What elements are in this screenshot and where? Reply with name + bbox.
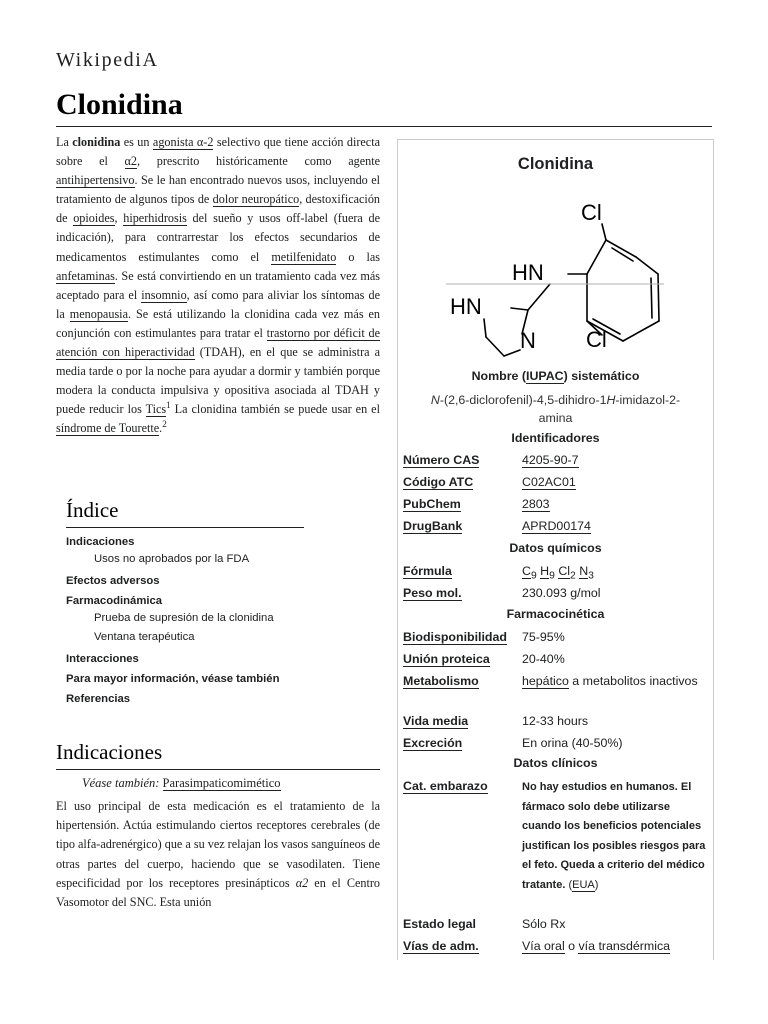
toc-item-efectos-adversos[interactable]: Efectos adversos	[66, 575, 160, 587]
reference-2[interactable]: 2	[162, 419, 167, 430]
section-datos-clinicos: Datos clínicos	[513, 756, 598, 770]
value-biodisponibilidad: 75-95%	[522, 630, 565, 644]
link-iupac[interactable]: IUPAC	[526, 369, 564, 383]
atom-label-hn-amine: HN	[512, 260, 544, 285]
value-cat-embarazo: No hay estudios en humanos. El fármaco solo debe utilizarse cuando los beneficios potenciales justifican los posibles riesgos para el feto. Queda a criterio del médico tratante. (EUA)	[522, 781, 706, 891]
link-anfetaminas[interactable]: anfetaminas	[56, 268, 115, 283]
bond	[504, 350, 520, 356]
link-tics[interactable]: Tics	[145, 402, 167, 417]
link-metilfenidato[interactable]: metilfenidato	[271, 249, 337, 264]
toc-heading: Índice	[66, 498, 119, 522]
bond	[528, 284, 550, 310]
bond	[623, 321, 659, 341]
link-via-oral[interactable]: Vía oral	[522, 939, 565, 953]
link-hepatico[interactable]: hepático	[522, 674, 569, 688]
link-hiperhidrosis[interactable]: hiperhidrosis	[123, 211, 187, 226]
link-antihipertensivo[interactable]: antihipertensivo	[56, 173, 135, 188]
toc-subitem-ventana-terapeutica[interactable]: Ventana terapéutica	[94, 631, 195, 643]
link-alfa2[interactable]: α2	[124, 154, 138, 169]
link-drugbank[interactable]: APRD00174	[522, 519, 591, 533]
toc-item-mayor-informacion[interactable]: Para mayor información, véase también	[66, 673, 280, 685]
bond	[658, 274, 659, 321]
infobox-title: Clonidina	[517, 155, 594, 173]
atom-label-hn-ring: HN	[450, 294, 482, 319]
section-heading-indicaciones: Indicaciones	[56, 740, 163, 764]
see-also-label: Véase también:	[82, 776, 160, 790]
table-of-contents	[66, 496, 306, 707]
see-also-note	[82, 774, 281, 792]
label-peso-mol[interactable]: Peso mol.	[403, 586, 462, 600]
link-insomnio[interactable]: insomnio	[141, 287, 187, 302]
link-atc-code[interactable]: C02AC01	[522, 475, 576, 489]
drug-infobox	[397, 139, 714, 960]
bond	[486, 337, 504, 356]
label-numero-cas[interactable]: Número CAS	[403, 453, 480, 467]
toc-item-indicaciones[interactable]: Indicaciones	[66, 536, 135, 548]
link-eua[interactable]: EUA	[572, 878, 595, 891]
page-title: Clonidina	[56, 88, 183, 121]
bond	[587, 240, 606, 274]
value-union-proteica: 20-40%	[522, 652, 565, 666]
value-vias-adm: Vía oral o vía transdérmica	[522, 939, 671, 953]
bond	[484, 319, 486, 337]
atom-label-chlorine-bottom: Cl	[586, 327, 607, 352]
label-estado-legal: Estado legal	[403, 917, 476, 931]
value-estado-legal: Sólo Rx	[522, 917, 566, 931]
indicaciones-paragraph: El uso principal de esta medicación es el tratamiento de la hipertensión. Actúa estimulando ciertos receptores cerebrales (de tipo alfa-adrenérgico) que a su vez relajan los vasos sanguíneos de otras partes del cuerpo, haciendo que se vasodilaten. Tiene especificidad por los receptores presinápticos α2 en el Centro Vasomotor del SNC. Esta unión	[56, 799, 380, 910]
toc-subitem-prueba-supresion[interactable]: Prueba de supresión de la clonidina	[94, 612, 274, 624]
link-tdah[interactable]: trastorno por déficit de atención con hiperactividad	[56, 325, 380, 360]
toc-item-interacciones[interactable]: Interacciones	[66, 653, 139, 665]
iupac-name: N-(2,6-diclorofenil)-4,5-dihidro-1H-imidazol-2- amina	[430, 393, 681, 425]
intro-paragraph: La clonidina es un agonista α-2 selectivo que tiene acción directa sobre el α2, prescrito históricamente como agente antihipertensivo. Se le han encontrado nuevos usos, incluyendo el tratamiento de algunos tipos de dolor neuropático, destoxificación de opioides, hiperhidrosis del sueño y usos off-label (fuera de indicación), para contrarrestar los efectos secundarios de medicamentos estimulantes como el metilfenidato o las anfetaminas. Se está convirtiendo en un tratamiento cada vez más aceptado para el insomnio, así como para aliviar los síntomas de la menopausia. Se está utilizando la clonidina cada vez más en conjunción con estimulantes para tratar el trastorno por déficit de atención con hiperactividad (TDAH), en el que se administra a media tarde o por la noche para ayudar a dormir y también porque modera la conducta impulsiva y opositiva asociada al TDAH y puede reducir los Tics$^1$ La clonidina también se puede usar en el síndrome de Tourette.$^2$	[56, 135, 381, 436]
logo-wordmark-end: A	[142, 49, 159, 71]
label-codigo-atc[interactable]: Código ATC	[403, 475, 474, 489]
section-datos-quimicos: Datos químicos	[509, 541, 602, 555]
link-cas-number[interactable]: 4205-90-7	[522, 453, 579, 467]
link-pubchem[interactable]: 2803	[522, 497, 550, 511]
link-via-transdermica[interactable]: vía transdérmica	[578, 939, 671, 953]
link-parasimpaticomimetico[interactable]: Parasimpaticomimético	[162, 776, 281, 790]
value-metabolismo: hepático a metabolitos inactivos	[522, 674, 698, 688]
bold-term: clonidina	[72, 135, 121, 149]
label-formula[interactable]: Fórmula	[403, 564, 452, 578]
toc-divider	[66, 527, 304, 528]
label-vias-adm[interactable]: Vías de adm.	[403, 939, 479, 953]
toc-subitem-usos-no-aprobados[interactable]: Usos no aprobados por la FDA	[94, 553, 250, 565]
value-excrecion: En orina (40-50%)	[522, 736, 623, 750]
link-agonista-alfa2[interactable]: agonista α-2	[152, 135, 214, 149]
link-sindrome-tourette[interactable]: síndrome de Tourette	[56, 421, 160, 436]
toc-item-referencias[interactable]: Referencias	[66, 693, 131, 705]
section-identificadores: Identificadores	[511, 431, 600, 445]
bond	[511, 308, 528, 310]
atom-label-chlorine-top: Cl	[581, 200, 602, 225]
value-peso-mol: 230.093 g/mol	[522, 586, 601, 600]
bond	[602, 224, 606, 240]
label-pubchem[interactable]: PubChem	[403, 497, 461, 511]
link-opioides[interactable]: opioides	[73, 211, 115, 226]
logo-wordmark: Wikipedi	[56, 49, 143, 71]
link-dolor-neuropatico[interactable]: dolor neuropático	[212, 192, 300, 207]
section-farmacocinetica: Farmacocinética	[506, 607, 605, 621]
iupac-heading: Nombre (IUPAC) sistemático	[471, 369, 640, 383]
value-vida-media: 12-33 hours	[522, 714, 589, 728]
link-menopausia[interactable]: menopausia	[69, 306, 128, 321]
label-drugbank[interactable]: DrugBank	[403, 519, 463, 533]
reference-1[interactable]: 1	[166, 400, 171, 411]
molecular-formula: $C_9$ $H_9$ $Cl_2$ $N_3$	[522, 564, 594, 582]
atom-label-n-ring: N	[520, 328, 536, 353]
label-vida-media[interactable]: Vida media	[403, 714, 469, 728]
title-divider	[56, 126, 712, 127]
label-union-proteica[interactable]: Unión proteica	[403, 652, 490, 666]
bond	[636, 257, 658, 274]
label-metabolismo[interactable]: Metabolismo	[403, 674, 479, 688]
label-cat-embarazo[interactable]: Cat. embarazo	[403, 779, 488, 793]
label-excrecion[interactable]: Excreción	[403, 736, 463, 750]
chemical-structure-image	[442, 190, 672, 360]
toc-item-farmacodinamica[interactable]: Farmacodinámica	[66, 595, 163, 607]
label-biodisponibilidad[interactable]: Biodisponibilidad	[403, 630, 507, 644]
section-divider	[56, 769, 380, 770]
wikipedia-logo[interactable]	[56, 49, 158, 72]
